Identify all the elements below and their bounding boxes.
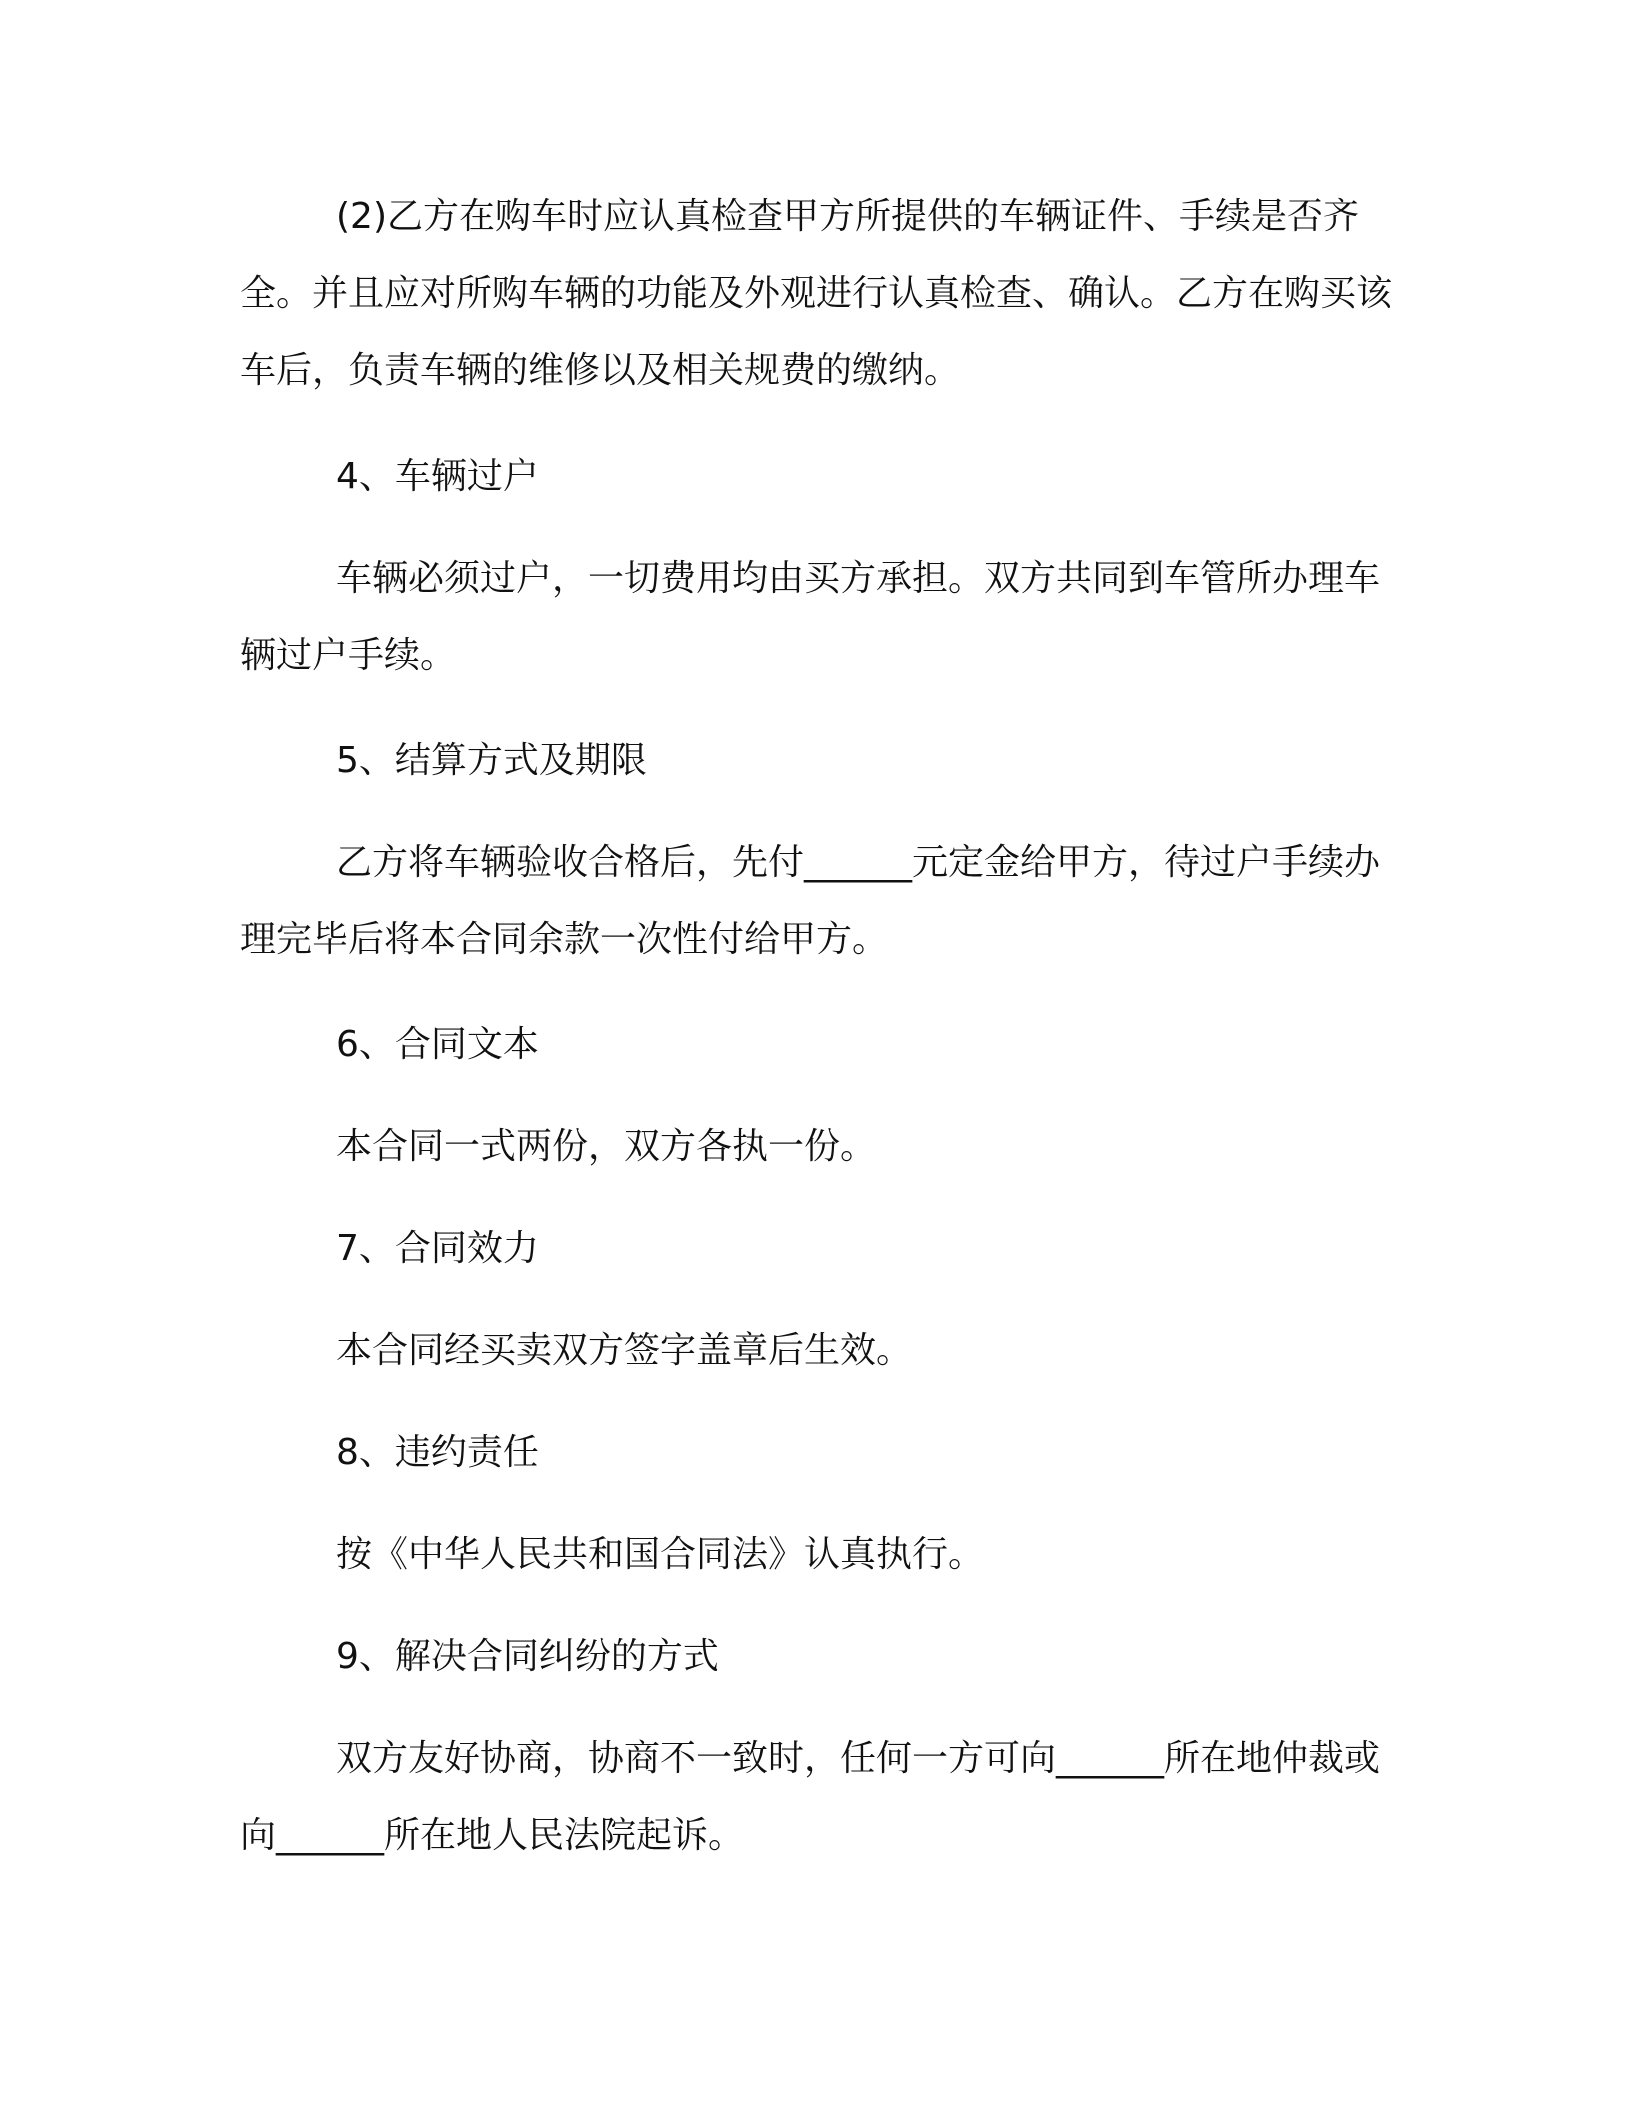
paragraph-clause-3-2: (2)乙方在购车时应认真检查甲方所提供的车辆证件、手续是否齐全。并且应对所购车辆的功能及外观进行认真检查、确认。乙方在购买该车后，负责车辆的维修以及相关规费的缴纳。 — [240, 196, 1393, 391]
paragraph-section-6: 本合同一式两份，双方各执一份。 — [336, 1126, 877, 1167]
paragraph-section-9: 双方友好协商，协商不一致时，任何一方可向______所在地仲裁或向______所在地人民法院起诉。 — [240, 1738, 1381, 1856]
heading-section-4: 4、车辆过户 — [336, 456, 539, 497]
heading-section-9: 9、解决合同纠纷的方式 — [336, 1636, 719, 1677]
heading-section-8: 8、违约责任 — [336, 1432, 539, 1473]
paragraph-section-8: 按《中华人民共和国合同法》认真执行。 — [336, 1534, 985, 1575]
paragraph-section-5: 乙方将车辆验收合格后，先付______元定金给甲方，待过户手续办理完毕后将本合同余款一次性付给甲方。 — [240, 842, 1381, 960]
paragraph-section-4: 车辆必须过户，一切费用均由买方承担。双方共同到车管所办理车辆过户手续。 — [240, 558, 1381, 676]
heading-section-6: 6、合同文本 — [336, 1024, 539, 1065]
heading-section-5: 5、结算方式及期限 — [336, 740, 647, 781]
heading-section-7: 7、合同效力 — [336, 1228, 539, 1269]
paragraph-section-7: 本合同经买卖双方签字盖章后生效。 — [336, 1330, 913, 1371]
